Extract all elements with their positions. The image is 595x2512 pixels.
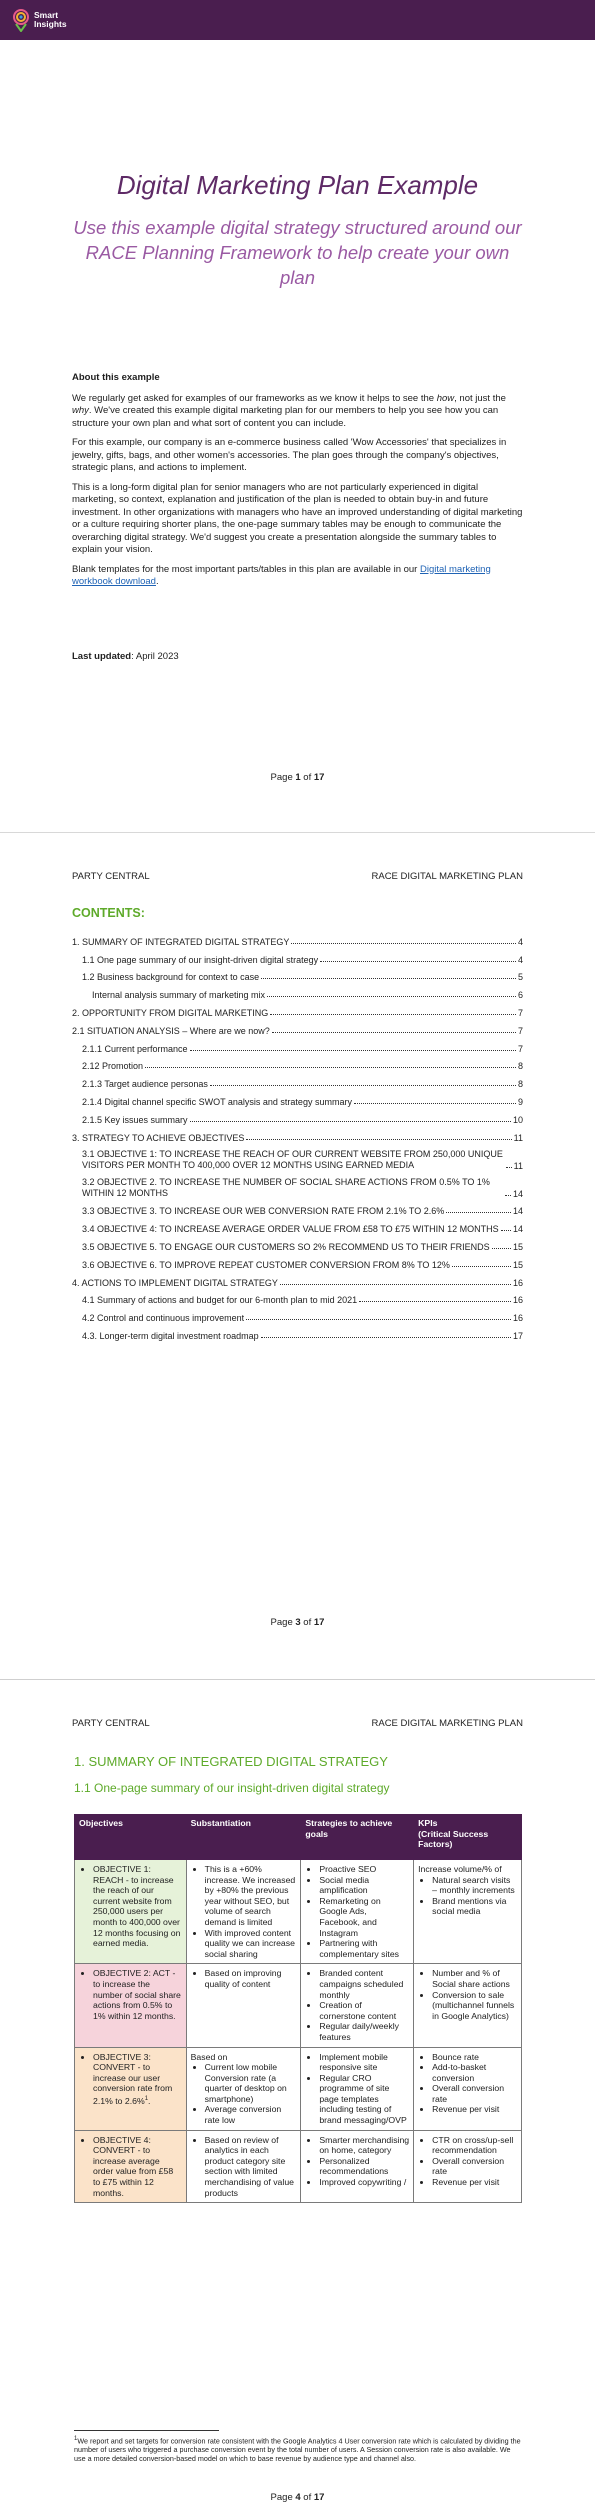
toc-leader-dots [280, 1284, 511, 1285]
strategy-summary-table [74, 1814, 522, 2203]
toc-entry-page: 7 [517, 1043, 523, 1054]
page-number-4 [0, 2492, 595, 2503]
toc-leader-dots [452, 1266, 511, 1267]
kpis-cell-item: • Natural search visits – monthly increments [432, 1875, 517, 1896]
toc-entry-page: 8 [517, 1061, 523, 1072]
toc-entry-page: 4 [517, 954, 523, 965]
objective-cell [75, 1860, 187, 1964]
kpis-cell-item: • Brand mentions via social media [432, 1896, 517, 1917]
strategies-cell [301, 1964, 414, 2047]
strategies-cell [301, 2130, 414, 2203]
header-right: RACE DIGITAL MARKETING PLAN [371, 871, 523, 882]
toc-entry-title: 3.2 OBJECTIVE 2. TO INCREASE THE NUMBER OF SOCIAL SHARE ACTIONS FROM 0.5% TO 1% WITHIN 12 MONTHS [82, 1176, 490, 1198]
para-text: , not just the [454, 392, 506, 404]
logo-icon [12, 8, 30, 32]
toc-entry-page: 9 [517, 1096, 523, 1107]
strategies-cell-item: • Regular daily/weekly features [319, 2021, 409, 2042]
strategies-cell-item: • Branded content campaigns scheduled monthly [319, 1968, 409, 2000]
toc-entry-title: 1.2 Business background for context to case [82, 972, 260, 983]
objective-label: OBJECTIVE 4: CONVERT - to increase average order value from £58 to £75 within 12 months. [93, 2134, 174, 2198]
toc-entry-title: 1.1 One page summary of our insight-driven digital strategy [82, 954, 319, 965]
toc-entry[interactable] [72, 1143, 523, 1171]
page-of: of [300, 772, 314, 783]
toc-entry-page: 8 [517, 1079, 523, 1090]
toc-entry-title: 3. STRATEGY TO ACHIEVE OBJECTIVES [72, 1132, 245, 1143]
about-paragraph-2: For this example, our company is an e-commerce business called 'Wow Accessories' that specializes in jewelry, gifts, bags, and other women's accessories. The plan goes through the company's objectives, strategic plans, and actions to implement. [72, 437, 507, 473]
objective-text [93, 1968, 182, 2021]
objective-label: OBJECTIVE 1: REACH - to increase the reach of our current website from 250,000 users per month to 400,000 over 12 months focusing on earned media. [93, 1864, 181, 1949]
toc-entry-page: 10 [512, 1114, 523, 1125]
table-row [75, 1964, 522, 2047]
workbook-download-link[interactable]: Digital marketing workbook download [72, 563, 491, 587]
substantiation-cell-item: • Current low mobile Conversion rate (a quarter of desktop on smartphone) [205, 2062, 297, 2104]
page-current: 3 [295, 1617, 301, 1628]
toc-entry-title: 4. ACTIONS TO IMPLEMENT DIGITAL STRATEGY [72, 1277, 278, 1288]
para-emphasis: why [72, 405, 89, 416]
kpis-cell [414, 2130, 522, 2203]
substantiation-cell [186, 1964, 301, 2047]
table-row [75, 2130, 522, 2203]
kpis-cell-intro: Increase volume/% of [418, 1864, 502, 1874]
toc-entry-page: 11 [513, 1132, 523, 1143]
column-header: Substantiation [186, 1815, 301, 1860]
page-1 [0, 0, 595, 832]
para-text: . We've created this example digital marketing plan for our members to help you see how you can structure your own plan and what sort of content you can include. [72, 405, 499, 429]
substantiation-cell-item: • Average conversion rate low [205, 2104, 297, 2125]
toc-entry-title: 1. SUMMARY OF INTEGRATED DIGITAL STRATEGY [72, 936, 290, 947]
strategies-cell-item: • Remarketing on Google Ads, Facebook, and Instagram [319, 1896, 409, 1938]
toc-entry[interactable] [72, 1089, 523, 1107]
contents-title: CONTENTS: [72, 906, 145, 920]
strategies-cell-item: • Personalized recommendations [319, 2156, 409, 2177]
substantiation-cell-item: • With improved content quality we can increase social sharing [205, 1928, 297, 1960]
table-row [75, 2047, 522, 2130]
toc-entry-page: 7 [517, 1007, 523, 1018]
toc-entry-title: 2.1 SITUATION ANALYSIS – Where are we now? [72, 1025, 270, 1036]
toc-entry-title: 2.1.4 Digital channel specific SWOT analysis and strategy summary [82, 1096, 352, 1107]
kpis-cell [414, 2047, 522, 2130]
strategies-cell [301, 1860, 414, 1964]
toc-entry-title: 2.1.5 Key issues summary [82, 1114, 188, 1125]
footnote-divider [74, 2430, 219, 2431]
objective-text [93, 2052, 182, 2107]
toc-leader-dots [291, 943, 516, 944]
para-text: . [155, 576, 159, 587]
substantiation-cell-item: • Based on review of analytics in each product category site section with limited merchandising of value products [205, 2135, 297, 2199]
table-header-row [75, 1815, 522, 1860]
page-3-contents [0, 832, 595, 1679]
page-prefix: Page [270, 772, 296, 783]
toc-entry[interactable] [72, 982, 523, 1000]
kpis-cell [414, 1860, 522, 1964]
page-current: 4 [295, 2492, 301, 2503]
toc-entry-page: 4 [517, 936, 523, 947]
kpis-cell-item: • Conversion to sale (multichannel funnels in Google Analytics) [432, 1990, 517, 2022]
para-emphasis: how [436, 392, 455, 404]
toc-leader-dots [246, 1139, 511, 1140]
objective-suffix: . [148, 2095, 151, 2106]
page-total: 17 [313, 2492, 325, 2503]
toc-entry-title: 4.3. Longer-term digital investment roadmap [82, 1330, 259, 1341]
footnote [74, 2435, 522, 2463]
page-current: 1 [295, 772, 301, 783]
toc-entry[interactable] [72, 1288, 523, 1306]
toc-entry-title: 3.3 OBJECTIVE 3. TO INCREASE OUR WEB CONVERSION RATE FROM 2.1% TO 2.6% [82, 1206, 445, 1217]
page-number-3 [0, 1617, 595, 1628]
strategies-cell-item: • Improved copywriting / [319, 2177, 409, 2188]
page-total: 17 [313, 772, 325, 783]
toc-entry[interactable] [72, 947, 523, 965]
toc-entry-page: 17 [512, 1330, 523, 1341]
last-updated [72, 651, 179, 662]
toc-leader-dots [210, 1085, 516, 1086]
header-left: PARTY CENTRAL [72, 871, 150, 882]
toc-leader-dots [267, 996, 516, 997]
footnote-text: We report and set targets for conversion rate consistent with the Google Analytics 4 User conversion rate which is calculated by dividing the number of users who triggered a purchase conversion event by the total number of users. A Session conversion rate is also available. We use a more detailed conversion-based model on which to base revenue by audience type and channel also. [74, 2436, 521, 2464]
table-row [75, 1860, 522, 1964]
para-text: Blank templates for the most important parts/tables in this plan are available in our [72, 563, 420, 575]
strategies-cell [301, 2047, 414, 2130]
objective-cell [75, 2130, 187, 2203]
toc-entry-title: 4.1 Summary of actions and budget for our 6-month plan to mid 2021 [82, 1295, 358, 1306]
toc-leader-dots [354, 1103, 516, 1104]
strategies-cell-item: • Implement mobile responsive site [319, 2052, 409, 2073]
page-number-1 [0, 772, 595, 783]
strategies-cell-item: • Partnering with complementary sites [319, 1938, 409, 1959]
page-of: of [300, 1617, 314, 1628]
toc-entry[interactable] [72, 1018, 523, 1036]
toc-entry-title: 2.1.1 Current performance [82, 1043, 188, 1054]
page-prefix: Page [270, 2492, 296, 2503]
kpis-cell-item: • Number and % of Social share actions [432, 1968, 517, 1989]
toc-entry[interactable] [72, 1125, 523, 1143]
toc-entry-title: 4.2 Control and continuous improvement [82, 1313, 245, 1324]
substantiation-cell [186, 1860, 301, 1964]
substantiation-cell [186, 2130, 301, 2203]
logo-text: Smart Insights [34, 10, 67, 29]
about-paragraph-3: This is a long-form digital plan for senior managers who are not particularly experienced in digital marketing, so context, explanation and justification of the plan is needed to obtain buy-in and future investment. In other organizations with managers who have an improved understanding of digital marketing or a culture requiring shorter plans, the one-page summary tables may be enough to communicate the overarching digital strategy. We'd suggest you create a presentation alongside the summary tables to explain your vision. [72, 481, 523, 555]
toc-entry-page: 16 [512, 1295, 523, 1306]
strategies-cell-item: • Smarter merchandising on home, category [319, 2135, 409, 2156]
brand-header-bar [0, 0, 595, 40]
toc-leader-dots [270, 1014, 516, 1015]
toc-entry-page: 14 [512, 1206, 523, 1217]
toc-entry[interactable] [72, 1036, 523, 1054]
about-section [72, 372, 524, 596]
subsection-heading: 1.1 One-page summary of our insight-driven digital strategy [74, 1781, 390, 1795]
toc-entry-page: 11 [513, 1160, 523, 1171]
objective-label: OBJECTIVE 3: CONVERT - to increase our user conversion rate from 2.1% to 2.6% [93, 2051, 173, 2106]
toc-entry[interactable] [72, 1054, 523, 1072]
header-right: RACE DIGITAL MARKETING PLAN [371, 1718, 523, 1729]
objective-cell [75, 2047, 187, 2130]
toc-entry-title: 3.5 OBJECTIVE 5. TO ENGAGE OUR CUSTOMERS SO 2% RECOMMEND US TO THEIR FRIENDS [82, 1241, 490, 1252]
toc-leader-dots [506, 1167, 512, 1168]
toc-leader-dots [446, 1212, 511, 1213]
strategies-cell-item: • Social media amplification [319, 1875, 409, 1896]
kpis-cell-item: • Revenue per visit [432, 2104, 517, 2115]
toc-entry-page: 15 [512, 1259, 523, 1270]
toc-leader-dots [359, 1301, 511, 1302]
toc-entry-page: 14 [512, 1188, 523, 1199]
toc-entry[interactable] [72, 929, 523, 947]
column-header: Strategies to achieve goals [301, 1815, 414, 1860]
toc-entry-page: 14 [512, 1224, 523, 1235]
toc-leader-dots [246, 1319, 511, 1320]
about-heading: About this example [72, 372, 160, 383]
toc-entry[interactable] [72, 965, 523, 983]
substantiation-cell-item: • Based on improving quality of content [205, 1968, 297, 1989]
toc-entry[interactable] [72, 1071, 523, 1089]
toc-entry[interactable] [72, 1107, 523, 1125]
kpis-cell-item: • Bounce rate [432, 2052, 517, 2063]
page-4-summary [0, 1679, 595, 2512]
toc-entry[interactable] [72, 1171, 523, 1199]
toc-entry-page: 5 [517, 972, 523, 983]
toc-leader-dots [261, 978, 516, 979]
toc-leader-dots [505, 1195, 511, 1196]
toc-leader-dots [190, 1121, 511, 1122]
document-title: Digital Marketing Plan Example [116, 170, 479, 200]
last-updated-value: : April 2023 [131, 651, 179, 662]
substantiation-cell-intro: Based on [190, 2051, 228, 2062]
strategies-cell-item: • Regular CRO programme of site page templates including testing of brand messaging/OVP [319, 2073, 409, 2126]
about-paragraph-1 [72, 393, 524, 431]
toc-entry-title: 2.1.3 Target audience personas [82, 1079, 208, 1090]
kpis-cell-item: • Overall conversion rate [432, 2083, 517, 2104]
page-of: of [300, 2492, 314, 2503]
strategies-cell-item: • Creation of cornerstone content [319, 2000, 409, 2021]
kpis-cell-item: • Add-to-basket conversion [432, 2062, 517, 2083]
toc-entry[interactable] [72, 1000, 523, 1018]
toc-entry-page: 7 [517, 1025, 523, 1036]
kpis-cell-item: • Revenue per visit [432, 2177, 517, 2188]
column-header: Objectives [75, 1815, 187, 1860]
toc-entry[interactable] [72, 1234, 523, 1252]
objective-cell [75, 1964, 187, 2047]
toc-entry[interactable] [72, 1252, 523, 1270]
kpis-cell-item: • CTR on cross/up-sell recommendation [432, 2135, 517, 2156]
column-header: KPIs (Critical Success Factors) [414, 1815, 522, 1860]
toc-entry-page: 16 [512, 1277, 523, 1288]
table-of-contents [72, 929, 523, 1341]
header-left: PARTY CENTRAL [72, 1718, 150, 1729]
substantiation-cell [186, 2047, 301, 2130]
toc-leader-dots [320, 961, 516, 962]
toc-entry-page: 6 [517, 990, 523, 1001]
smart-insights-logo[interactable] [12, 6, 84, 34]
last-updated-label: Last updated [72, 651, 132, 662]
toc-entry-title: 3.1 OBJECTIVE 1: TO INCREASE THE REACH OF OUR CURRENT WEBSITE FROM 250,000 UNIQUE VISITORS PER MONTH TO 400,000 OVER 12 MONTHS USING EARNED MEDIA [82, 1148, 503, 1170]
kpis-cell [414, 1964, 522, 2047]
kpis-cell-item: • Overall conversion rate [432, 2156, 517, 2177]
toc-entry-title: 2.12 Promotion [82, 1061, 144, 1072]
strategies-cell-item: • Proactive SEO [319, 1864, 409, 1875]
substantiation-cell-item: • This is a +60% increase. We increased by +80% the previous year without SEO, but volume of search demand is limited [205, 1864, 297, 1928]
document-subtitle: Use this example digital strategy structured around our RACE Planning Framework to help create your own plan [73, 217, 522, 288]
toc-leader-dots [492, 1248, 511, 1249]
toc-entry-page: 15 [512, 1241, 523, 1252]
objective-text [93, 1864, 182, 1949]
toc-entry[interactable] [72, 1216, 523, 1234]
toc-entry[interactable] [72, 1323, 523, 1341]
about-paragraph-4 [72, 564, 524, 589]
toc-entry[interactable] [72, 1305, 523, 1323]
objective-label: OBJECTIVE 2: ACT - to increase the number of social share actions from 0.5% to 1% within 12 months. [93, 1968, 181, 2021]
toc-leader-dots [190, 1050, 516, 1051]
toc-entry-title: 3.4 OBJECTIVE 4: TO INCREASE AVERAGE ORDER VALUE FROM £58 TO £75 WITHIN 12 MONTHS [82, 1224, 499, 1235]
toc-leader-dots [261, 1337, 511, 1338]
toc-entry-title: Internal analysis summary of marketing mix [92, 990, 266, 1001]
section-heading: 1. SUMMARY OF INTEGRATED DIGITAL STRATEGY [74, 1754, 388, 1769]
toc-leader-dots [272, 1032, 516, 1033]
page-total: 17 [313, 1617, 325, 1628]
footnote-marker: 1 [144, 2095, 149, 2102]
toc-entry-page: 16 [512, 1313, 523, 1324]
toc-entry-title: 3.6 OBJECTIVE 6. TO IMPROVE REPEAT CUSTOMER CONVERSION FROM 8% TO 12% [82, 1259, 450, 1270]
toc-entry[interactable] [72, 1199, 523, 1217]
objective-text [93, 2135, 182, 2199]
footnote-marker: 1 [74, 2436, 78, 2442]
page-prefix: Page [270, 1617, 296, 1628]
toc-entry[interactable] [72, 1270, 523, 1288]
para-text: We regularly get asked for examples of our frameworks as we know it helps to see the [72, 392, 437, 404]
toc-leader-dots [501, 1230, 511, 1231]
toc-leader-dots [145, 1067, 516, 1068]
toc-entry-title: 2. OPPORTUNITY FROM DIGITAL MARKETING [72, 1007, 269, 1018]
